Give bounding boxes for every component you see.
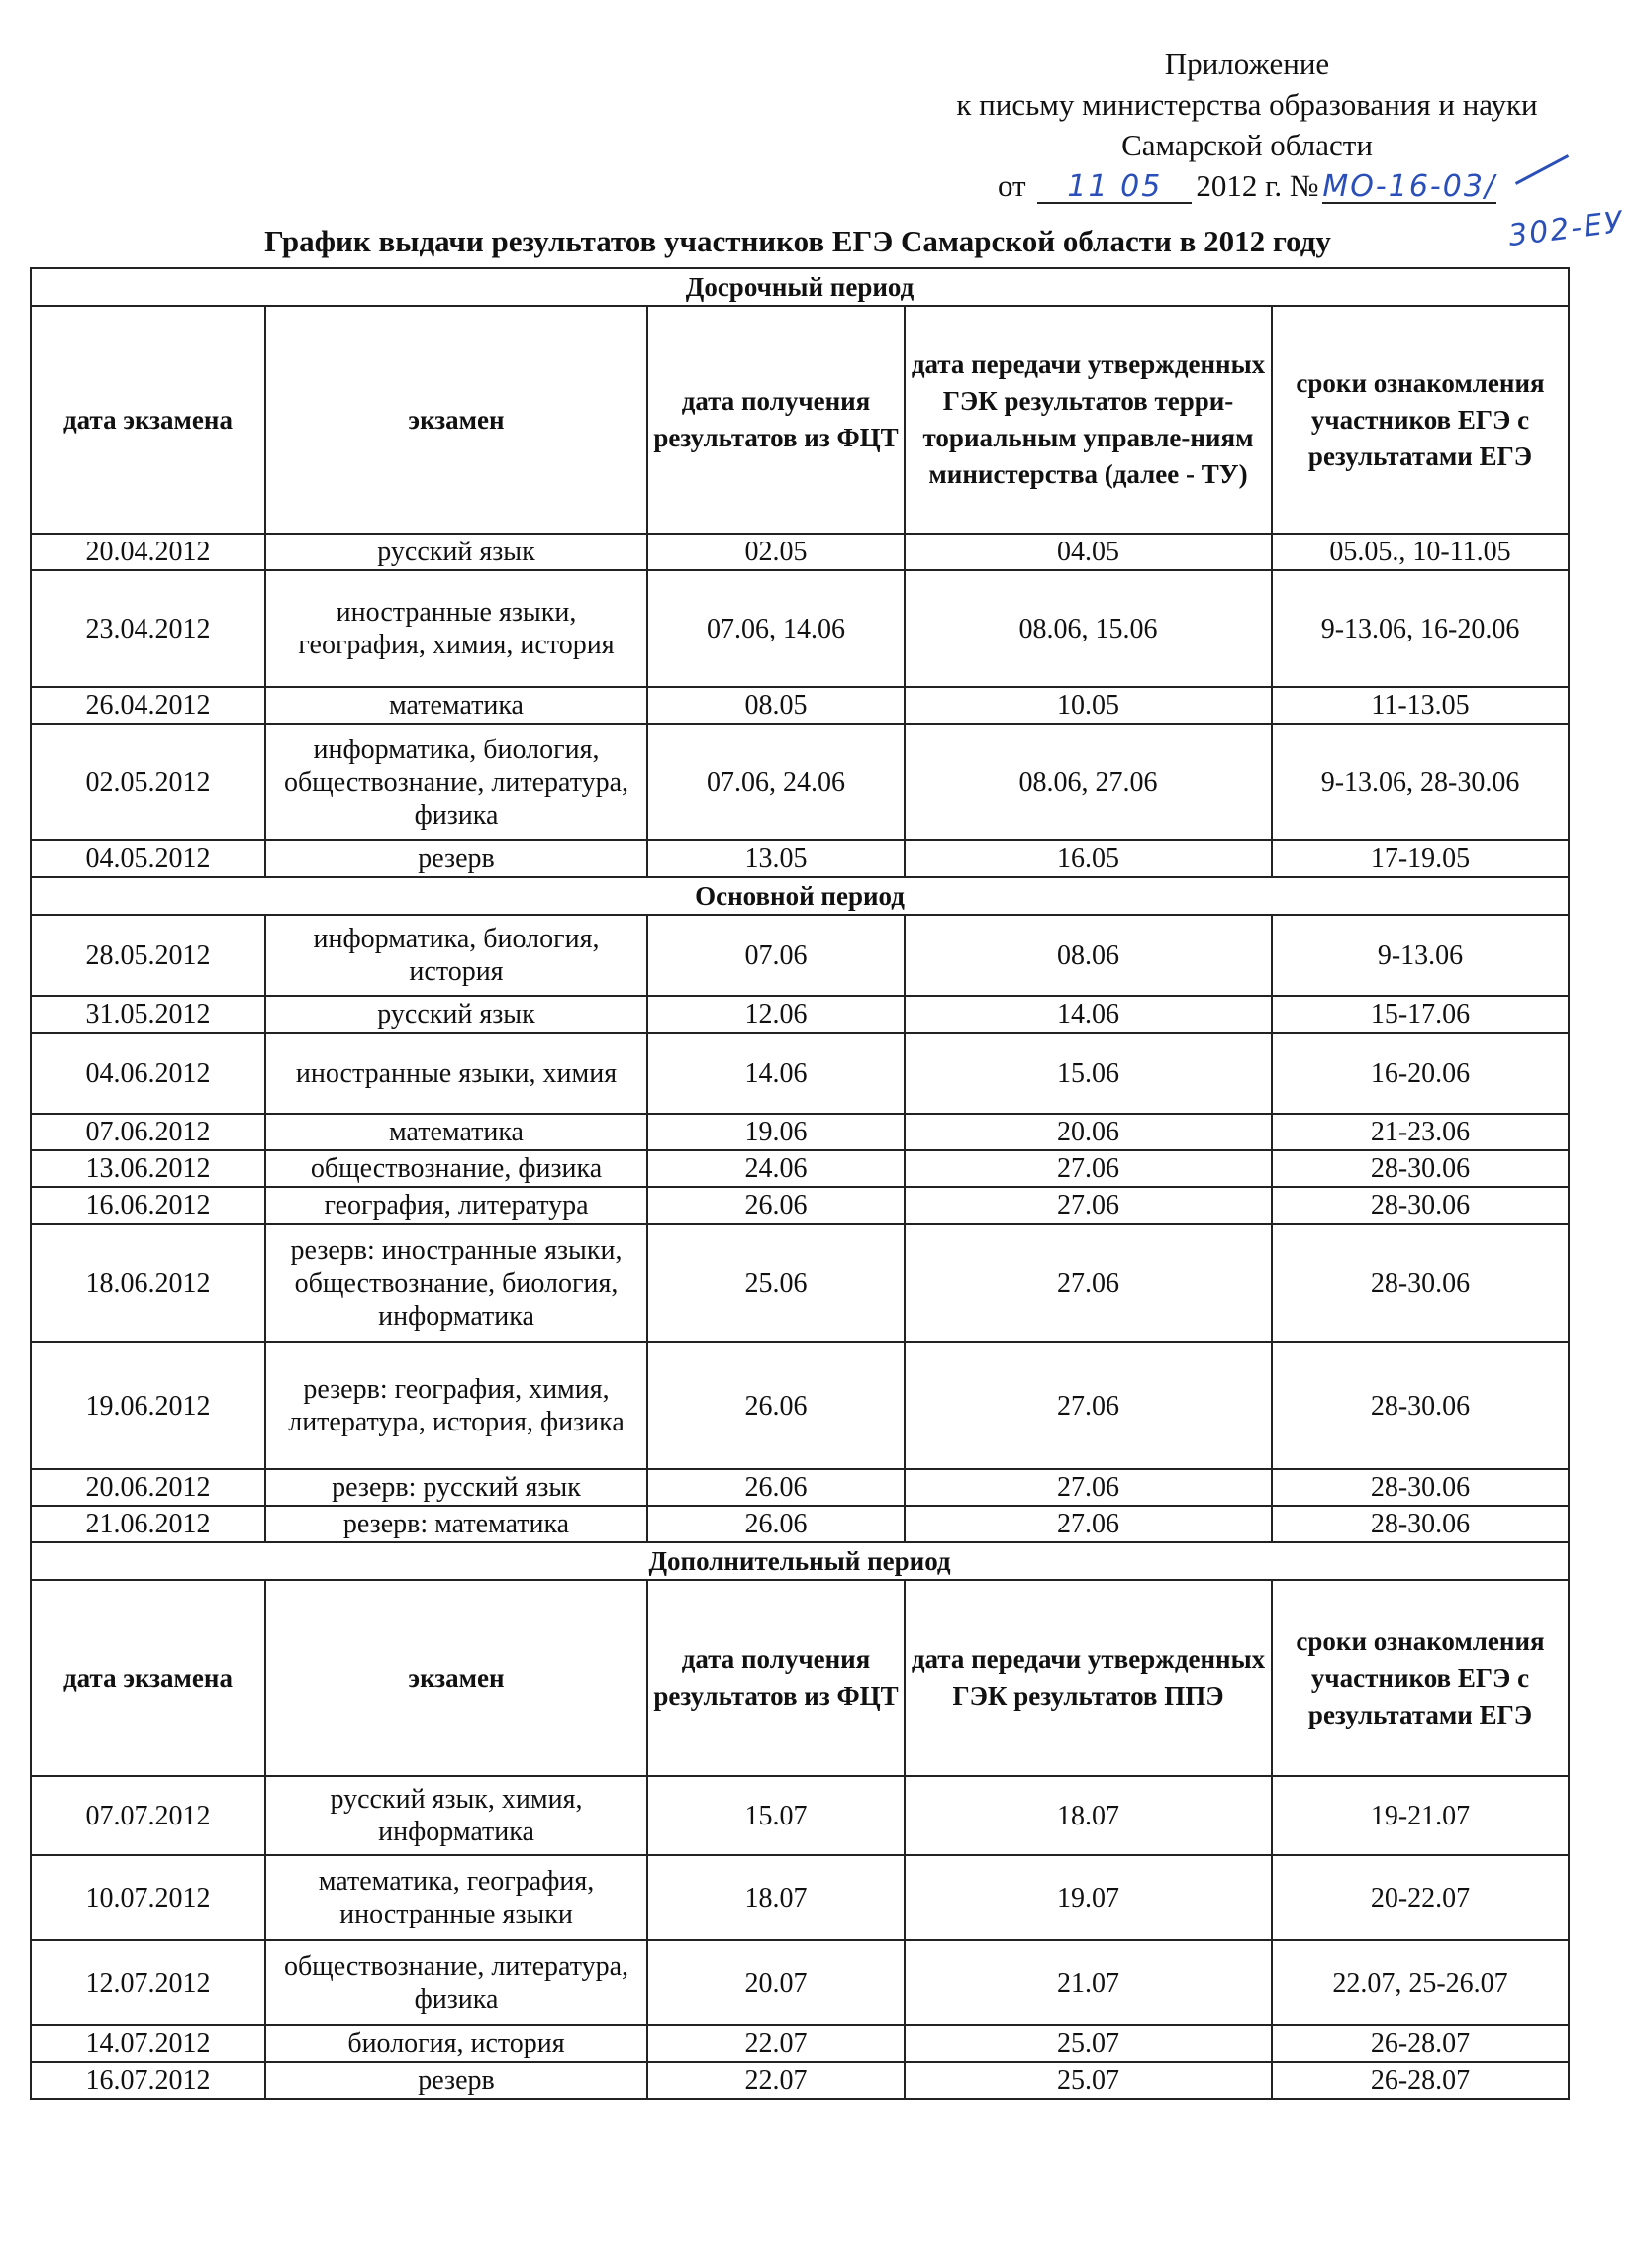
exam-subject-cell: резерв: [265, 840, 647, 877]
table-row: [31, 1224, 1569, 1342]
review-period-cell: 22.07, 25-26.07: [1272, 1940, 1569, 2025]
fct-date-cell: 26.06: [647, 1506, 905, 1542]
appendix-line-1: Приложение: [1164, 47, 1330, 81]
fct-date-cell: 07.06, 24.06: [647, 724, 905, 840]
transfer-date-cell: 08.06, 27.06: [905, 724, 1272, 840]
review-period-cell: 28-30.06: [1272, 1224, 1569, 1342]
exam-subject-cell: русский язык: [265, 534, 647, 570]
exam-date-cell: 19.06.2012: [31, 1342, 265, 1469]
exam-subject-cell: иностранные языки, химия: [265, 1033, 647, 1114]
fct-date-cell: 24.06: [647, 1150, 905, 1187]
fct-date-cell: 22.07: [647, 2062, 905, 2099]
exam-date-cell: 18.06.2012: [31, 1224, 265, 1342]
column-header-3: дата получения результатов из ФЦТ: [647, 306, 905, 534]
review-period-cell: 20-22.07: [1272, 1855, 1569, 1940]
exam-subject-cell: обществознание, физика: [265, 1150, 647, 1187]
date-prefix: от: [997, 168, 1026, 203]
transfer-date-cell: 27.06: [905, 1506, 1272, 1542]
exam-subject-cell: резерв: математика: [265, 1506, 647, 1542]
period-title: Дополнительный период: [31, 1542, 1569, 1580]
exam-date-cell: 14.07.2012: [31, 2025, 265, 2062]
review-period-cell: 26-28.07: [1272, 2062, 1569, 2099]
review-period-cell: 28-30.06: [1272, 1187, 1569, 1224]
fct-date-cell: 22.07: [647, 2025, 905, 2062]
table-row: [31, 1506, 1569, 1542]
exam-date-cell: 21.06.2012: [31, 1506, 265, 1542]
schedule-table: [30, 267, 1570, 2100]
handwritten-date: 11 05: [1037, 172, 1192, 204]
exam-date-cell: 07.07.2012: [31, 1776, 265, 1855]
handwritten-number-suffix: 302-ЕУ: [1506, 204, 1627, 254]
table-row: [31, 915, 1569, 996]
exam-subject-cell: русский язык, химия, информатика: [265, 1776, 647, 1855]
exam-date-cell: 04.05.2012: [31, 840, 265, 877]
transfer-date-cell: 16.05: [905, 840, 1272, 877]
review-period-cell: 28-30.06: [1272, 1342, 1569, 1469]
appendix-line-3: Самарской области: [1121, 128, 1373, 162]
review-period-cell: 17-19.05: [1272, 840, 1569, 877]
table-row: [31, 534, 1569, 570]
column-header-5: сроки ознакомления участников ЕГЭ с результатами ЕГЭ: [1272, 306, 1569, 534]
appendix-date-line: [891, 165, 1603, 206]
transfer-date-cell: 27.06: [905, 1224, 1272, 1342]
column-header-2: экзамен: [265, 306, 647, 534]
exam-date-cell: 20.06.2012: [31, 1469, 265, 1506]
exam-subject-cell: математика, география, иностранные языки: [265, 1855, 647, 1940]
period-title: Основной период: [31, 877, 1569, 915]
exam-date-cell: 07.06.2012: [31, 1114, 265, 1150]
table-row: [31, 1776, 1569, 1855]
fct-date-cell: 12.06: [647, 996, 905, 1033]
period-row-main: [31, 877, 1569, 915]
exam-date-cell: 16.06.2012: [31, 1187, 265, 1224]
table-row: [31, 1150, 1569, 1187]
exam-date-cell: 13.06.2012: [31, 1150, 265, 1187]
review-period-cell: 11-13.05: [1272, 687, 1569, 724]
fct-date-cell: 14.06: [647, 1033, 905, 1114]
transfer-date-cell: 27.06: [905, 1187, 1272, 1224]
table-row: [31, 1342, 1569, 1469]
review-period-cell: 9-13.06, 16-20.06: [1272, 570, 1569, 687]
table-row: [31, 2025, 1569, 2062]
exam-subject-cell: география, литература: [265, 1187, 647, 1224]
exam-date-cell: 02.05.2012: [31, 724, 265, 840]
exam-subject-cell: иностранные языки, география, химия, история: [265, 570, 647, 687]
period-title: Досрочный период: [31, 268, 1569, 306]
exam-subject-cell: резерв: иностранные языки, обществознание, биология, информатика: [265, 1224, 647, 1342]
fct-date-cell: 26.06: [647, 1469, 905, 1506]
exam-date-cell: 26.04.2012: [31, 687, 265, 724]
column-header-4: дата передачи утвержденных ГЭК результатов ППЭ: [905, 1580, 1272, 1776]
review-period-cell: 28-30.06: [1272, 1469, 1569, 1506]
exam-date-cell: 31.05.2012: [31, 996, 265, 1033]
appendix-line-2: к письму министерства образования и науки: [956, 87, 1538, 122]
exam-subject-cell: резерв: география, химия, литература, история, физика: [265, 1342, 647, 1469]
transfer-date-cell: 27.06: [905, 1150, 1272, 1187]
exam-date-cell: 10.07.2012: [31, 1855, 265, 1940]
review-period-cell: 19-21.07: [1272, 1776, 1569, 1855]
column-header-3: дата получения результатов из ФЦТ: [647, 1580, 905, 1776]
table-row: [31, 1940, 1569, 2025]
transfer-date-cell: 18.07: [905, 1776, 1272, 1855]
fct-date-cell: 25.06: [647, 1224, 905, 1342]
exam-date-cell: 04.06.2012: [31, 1033, 265, 1114]
fct-date-cell: 26.06: [647, 1342, 905, 1469]
exam-subject-cell: резерв: [265, 2062, 647, 2099]
transfer-date-cell: 27.06: [905, 1342, 1272, 1469]
exam-subject-cell: резерв: русский язык: [265, 1469, 647, 1506]
exam-subject-cell: информатика, биология, обществознание, литература, физика: [265, 724, 647, 840]
period-row-additional: [31, 1542, 1569, 1580]
exam-date-cell: 20.04.2012: [31, 534, 265, 570]
review-period-cell: 9-13.06: [1272, 915, 1569, 996]
exam-date-cell: 28.05.2012: [31, 915, 265, 996]
review-period-cell: 15-17.06: [1272, 996, 1569, 1033]
transfer-date-cell: 21.07: [905, 1940, 1272, 2025]
table-row: [31, 1187, 1569, 1224]
fct-date-cell: 20.07: [647, 1940, 905, 2025]
column-header-5: сроки ознакомления участников ЕГЭ с результатами ЕГЭ: [1272, 1580, 1569, 1776]
review-period-cell: 28-30.06: [1272, 1506, 1569, 1542]
handwritten-number: МО-16-03/: [1322, 169, 1497, 204]
period-row-early: [31, 268, 1569, 306]
review-period-cell: 28-30.06: [1272, 1150, 1569, 1187]
document-title: График выдачи результатов участников ЕГЭ Самарской области в 2012 году: [264, 224, 1331, 258]
table-row: [31, 724, 1569, 840]
transfer-date-cell: 14.06: [905, 996, 1272, 1033]
transfer-date-cell: 08.06: [905, 915, 1272, 996]
table-row: [31, 1114, 1569, 1150]
appendix-block: [891, 44, 1603, 206]
table-row: [31, 2062, 1569, 2099]
exam-subject-cell: обществознание, литература, физика: [265, 1940, 647, 2025]
table-row: [31, 687, 1569, 724]
table-row: [31, 840, 1569, 877]
exam-subject-cell: математика: [265, 1114, 647, 1150]
year-number-label: 2012 г. №: [1196, 168, 1319, 203]
review-period-cell: 9-13.06, 28-30.06: [1272, 724, 1569, 840]
fct-date-cell: 13.05: [647, 840, 905, 877]
fct-date-cell: 07.06, 14.06: [647, 570, 905, 687]
review-period-cell: 26-28.07: [1272, 2025, 1569, 2062]
transfer-date-cell: 15.06: [905, 1033, 1272, 1114]
table-row: [31, 996, 1569, 1033]
column-header-row-1: [31, 306, 1569, 534]
transfer-date-cell: 25.07: [905, 2062, 1272, 2099]
column-header-row-2: [31, 1580, 1569, 1776]
fct-date-cell: 26.06: [647, 1187, 905, 1224]
fct-date-cell: 07.06: [647, 915, 905, 996]
table-row: [31, 1855, 1569, 1940]
exam-subject-cell: русский язык: [265, 996, 647, 1033]
column-header-1: дата экзамена: [31, 1580, 265, 1776]
fct-date-cell: 08.05: [647, 687, 905, 724]
exam-subject-cell: биология, история: [265, 2025, 647, 2062]
transfer-date-cell: 08.06, 15.06: [905, 570, 1272, 687]
transfer-date-cell: 10.05: [905, 687, 1272, 724]
exam-date-cell: 12.07.2012: [31, 1940, 265, 2025]
transfer-date-cell: 04.05: [905, 534, 1272, 570]
review-period-cell: 05.05., 10-11.05: [1272, 534, 1569, 570]
fct-date-cell: 19.06: [647, 1114, 905, 1150]
column-header-1: дата экзамена: [31, 306, 265, 534]
exam-subject-cell: математика: [265, 687, 647, 724]
transfer-date-cell: 25.07: [905, 2025, 1272, 2062]
column-header-2: экзамен: [265, 1580, 647, 1776]
fct-date-cell: 15.07: [647, 1776, 905, 1855]
column-header-4: дата передачи утвержденных ГЭК результатов терри-ториальным управле-ниям министерства (далее - ТУ): [905, 306, 1272, 534]
transfer-date-cell: 20.06: [905, 1114, 1272, 1150]
fct-date-cell: 02.05: [647, 534, 905, 570]
table-row: [31, 1469, 1569, 1506]
transfer-date-cell: 19.07: [905, 1855, 1272, 1940]
exam-subject-cell: информатика, биология, история: [265, 915, 647, 996]
review-period-cell: 16-20.06: [1272, 1033, 1569, 1114]
transfer-date-cell: 27.06: [905, 1469, 1272, 1506]
table-row: [31, 1033, 1569, 1114]
exam-date-cell: 23.04.2012: [31, 570, 265, 687]
review-period-cell: 21-23.06: [1272, 1114, 1569, 1150]
table-row: [31, 570, 1569, 687]
exam-date-cell: 16.07.2012: [31, 2062, 265, 2099]
fct-date-cell: 18.07: [647, 1855, 905, 1940]
